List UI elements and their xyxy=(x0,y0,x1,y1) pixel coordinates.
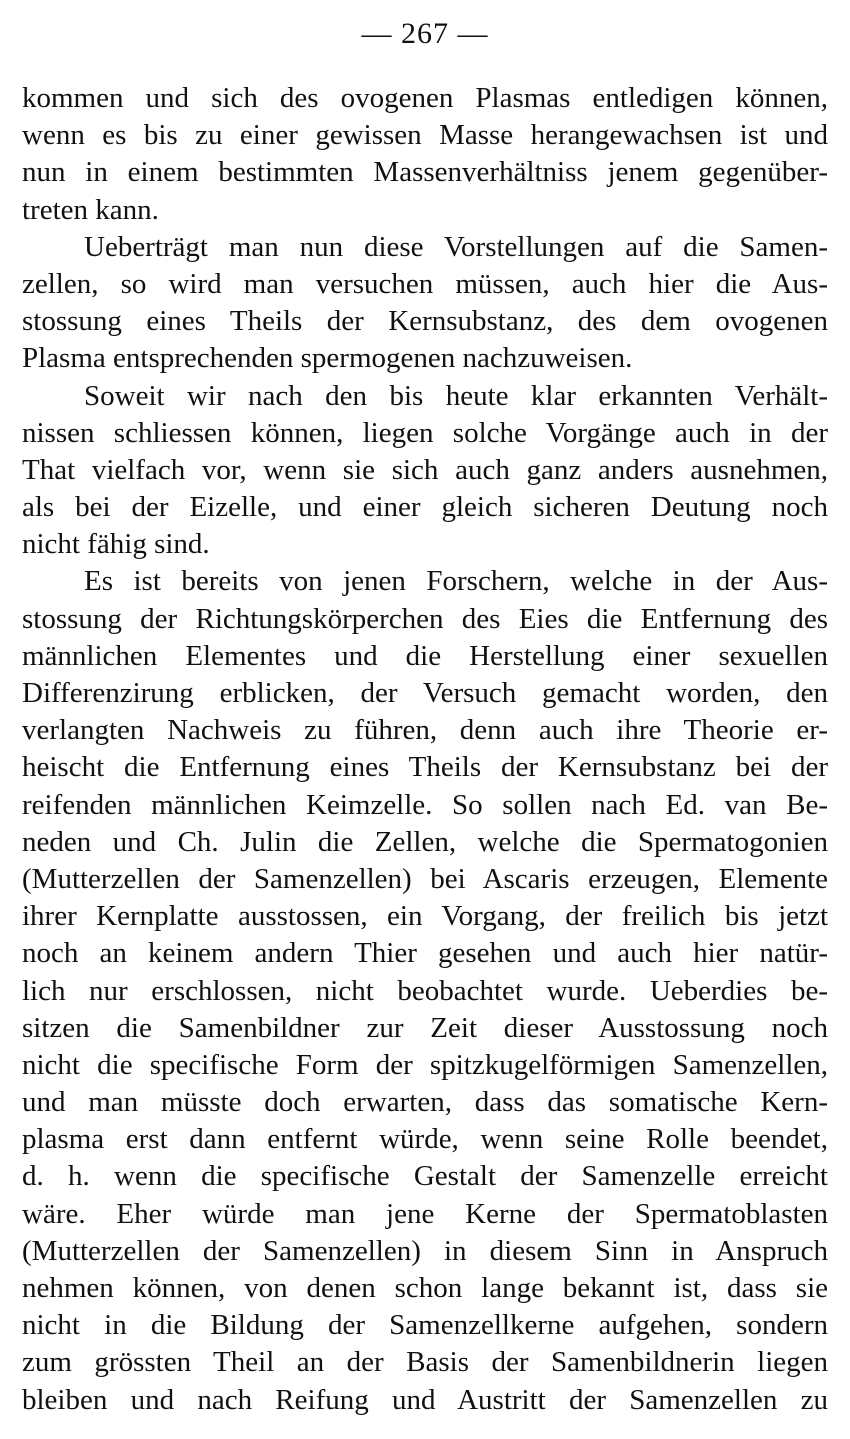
text-line: zellen, so wird man versuchen müssen, auch hier die Aus- xyxy=(22,267,828,300)
text-body xyxy=(22,80,828,1419)
text-line: ihrer Kernplatte ausstossen, ein Vorgang, der freilich bis jetzt xyxy=(22,900,828,933)
text-line: (Mutterzellen der Samenzellen) bei Ascaris erzeugen, Elemente xyxy=(22,862,828,895)
text-line: männlichen Elementes und die Herstellung einer sexuellen xyxy=(22,639,828,672)
text-line: treten kann. xyxy=(22,193,159,226)
text-line: nicht fähig sind. xyxy=(22,528,210,561)
text-line: lich nur erschlossen, nicht beobachtet wurde. Ueberdies be- xyxy=(22,974,828,1007)
text-line: Es ist bereits von jenen Forschern, welche in der Aus- xyxy=(84,565,828,598)
text-line: und man müsste doch erwarten, dass das somatische Kern- xyxy=(22,1086,828,1119)
text-line: d. h. wenn die specifische Gestalt der Samenzelle erreicht xyxy=(22,1160,828,1193)
text-line: Differenzirung erblicken, der Versuch gemacht worden, den xyxy=(22,677,828,709)
text-line: als bei der Eizelle, und einer gleich sicheren Deutung noch xyxy=(22,491,828,524)
text-line: nehmen können, von denen schon lange bekannt ist, dass sie xyxy=(22,1272,828,1304)
text-line: stossung der Richtungskörperchen des Eies die Entfernung des xyxy=(22,602,828,635)
text-line: wenn es bis zu einer gewissen Masse herangewachsen ist und xyxy=(22,119,828,152)
text-line: stossung eines Theils der Kernsubstanz, des dem ovogenen xyxy=(22,305,828,338)
text-line: nicht in die Bildung der Samenzellkerne aufgehen, sondern xyxy=(22,1309,828,1342)
text-line: bleiben und nach Reifung und Austritt der Samenzellen zu xyxy=(22,1383,828,1416)
text-line: That vielfach vor, wenn sie sich auch ganz anders ausnehmen, xyxy=(22,453,828,486)
text-line: verlangten Nachweis zu führen, denn auch ihre Theorie er- xyxy=(22,714,828,747)
text-line: neden und Ch. Julin die Zellen, welche die Spermatogonien xyxy=(22,825,828,858)
text-line: reifenden männlichen Keimzelle. So sollen nach Ed. van Be- xyxy=(22,788,828,821)
text-line: Soweit wir nach den bis heute klar erkannten Verhält- xyxy=(84,379,828,412)
text-line: nissen schliessen können, liegen solche Vorgänge auch in der xyxy=(22,416,828,449)
text-line: nun in einem bestimmten Massenverhältniss jenem gegenüber- xyxy=(22,156,828,189)
text-line: zum grössten Theil an der Basis der Samenbildnerin liegen xyxy=(22,1346,828,1379)
text-line: (Mutterzellen der Samenzellen) in diesem Sinn in Anspruch xyxy=(22,1234,828,1267)
text-line: Plasma entsprechenden spermogenen nachzuweisen. xyxy=(22,342,633,375)
text-line: kommen und sich des ovogenen Plasmas entledigen können, xyxy=(22,82,828,114)
page-number-header: — 267 — xyxy=(361,17,489,50)
text-line: sitzen die Samenbildner zur Zeit dieser Ausstossung noch xyxy=(22,1011,828,1044)
text-line: heischt die Entfernung eines Theils der Kernsubstanz bei der xyxy=(22,751,828,784)
text-line: nicht die specifische Form der spitzkugelförmigen Samenzellen, xyxy=(22,1048,828,1081)
text-line: noch an keinem andern Thier gesehen und auch hier natür- xyxy=(22,937,828,970)
text-line: plasma erst dann entfernt würde, wenn seine Rolle beendet, xyxy=(22,1123,828,1156)
text-line: wäre. Eher würde man jene Kerne der Spermatoblasten xyxy=(22,1197,828,1230)
text-line: Ueberträgt man nun diese Vorstellungen auf die Samen- xyxy=(84,230,828,263)
